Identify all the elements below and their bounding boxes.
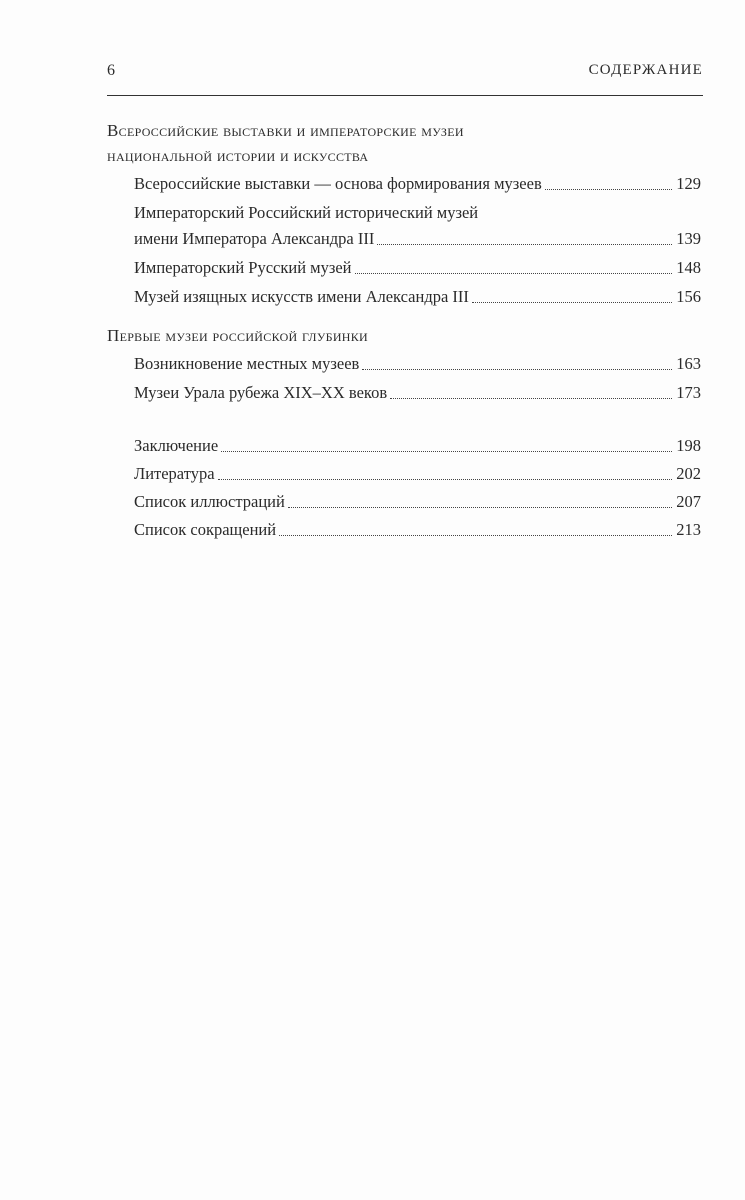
page-number: 6	[107, 62, 115, 79]
toc-entry[interactable]	[134, 200, 701, 252]
dot-leader	[288, 507, 672, 508]
section-entries	[134, 351, 701, 406]
toc-entry-page: 139	[676, 229, 701, 248]
toc-entry[interactable]	[134, 255, 701, 281]
toc-entry[interactable]	[134, 351, 701, 377]
toc-entry[interactable]	[134, 171, 701, 197]
table-of-contents	[107, 118, 701, 543]
toc-entry-title: Список сокращений	[134, 520, 277, 539]
toc-entry-title-line1: Императорский Российский исторический музей	[134, 203, 479, 222]
toc-entry-page: 173	[676, 383, 701, 402]
dot-leader	[545, 189, 673, 190]
section-title	[107, 118, 701, 168]
toc-entry-title-line2: имени Императора Александра III	[134, 229, 375, 248]
running-title: СОДЕРЖАНИЕ	[588, 62, 703, 78]
toc-entry[interactable]	[134, 284, 701, 310]
toc-back-matter	[134, 433, 701, 543]
toc-entry-title: Всероссийские выставки — основа формирования музеев	[134, 174, 542, 193]
toc-entry-page: 156	[676, 287, 701, 306]
section-title-line2: национальной истории и искусства	[107, 146, 369, 165]
section-entries	[134, 171, 701, 310]
dot-leader	[221, 451, 672, 452]
toc-entry-page: 202	[676, 464, 701, 483]
header-rule	[107, 95, 703, 96]
dot-leader	[355, 273, 673, 274]
toc-entry-title: Возникновение местных музеев	[134, 354, 360, 373]
toc-entry[interactable]	[134, 517, 701, 543]
toc-entry-title: Литература	[134, 464, 215, 483]
toc-entry[interactable]	[134, 380, 701, 406]
toc-entry[interactable]	[134, 489, 701, 515]
toc-entry-page: 207	[676, 492, 701, 511]
toc-entry-page: 148	[676, 258, 701, 277]
toc-entry[interactable]	[134, 433, 701, 459]
section-title	[107, 323, 701, 348]
toc-entry-page: 163	[676, 354, 701, 373]
section-title-line1: Первые музеи российской глубинки	[107, 326, 369, 345]
toc-entry[interactable]	[134, 461, 701, 487]
toc-entry-title-row2	[134, 226, 676, 252]
toc-entry-title: Музеи Урала рубежа XIX–XX веков	[134, 383, 388, 402]
dot-leader	[279, 535, 672, 536]
dot-leader	[472, 302, 672, 303]
toc-section-provincial-museums	[107, 323, 701, 406]
section-title-line1: Всероссийские выставки и императорские музеи	[107, 121, 464, 140]
dot-leader	[218, 479, 673, 480]
toc-entry-page: 129	[676, 174, 701, 193]
running-head	[107, 62, 703, 88]
toc-entry-title-block	[134, 200, 676, 252]
dot-leader	[377, 244, 672, 245]
dot-leader	[390, 398, 672, 399]
toc-entry-page: 198	[676, 436, 701, 455]
toc-section-exhibitions	[107, 118, 701, 310]
toc-entry-title: Заключение	[134, 436, 219, 455]
toc-entry-title: Императорский Русский музей	[134, 258, 352, 277]
toc-entry-title: Музей изящных искусств имени Александра III	[134, 287, 469, 306]
toc-entry-title: Список иллюстраций	[134, 492, 285, 511]
dot-leader	[362, 369, 672, 370]
toc-entry-page: 213	[676, 520, 701, 539]
